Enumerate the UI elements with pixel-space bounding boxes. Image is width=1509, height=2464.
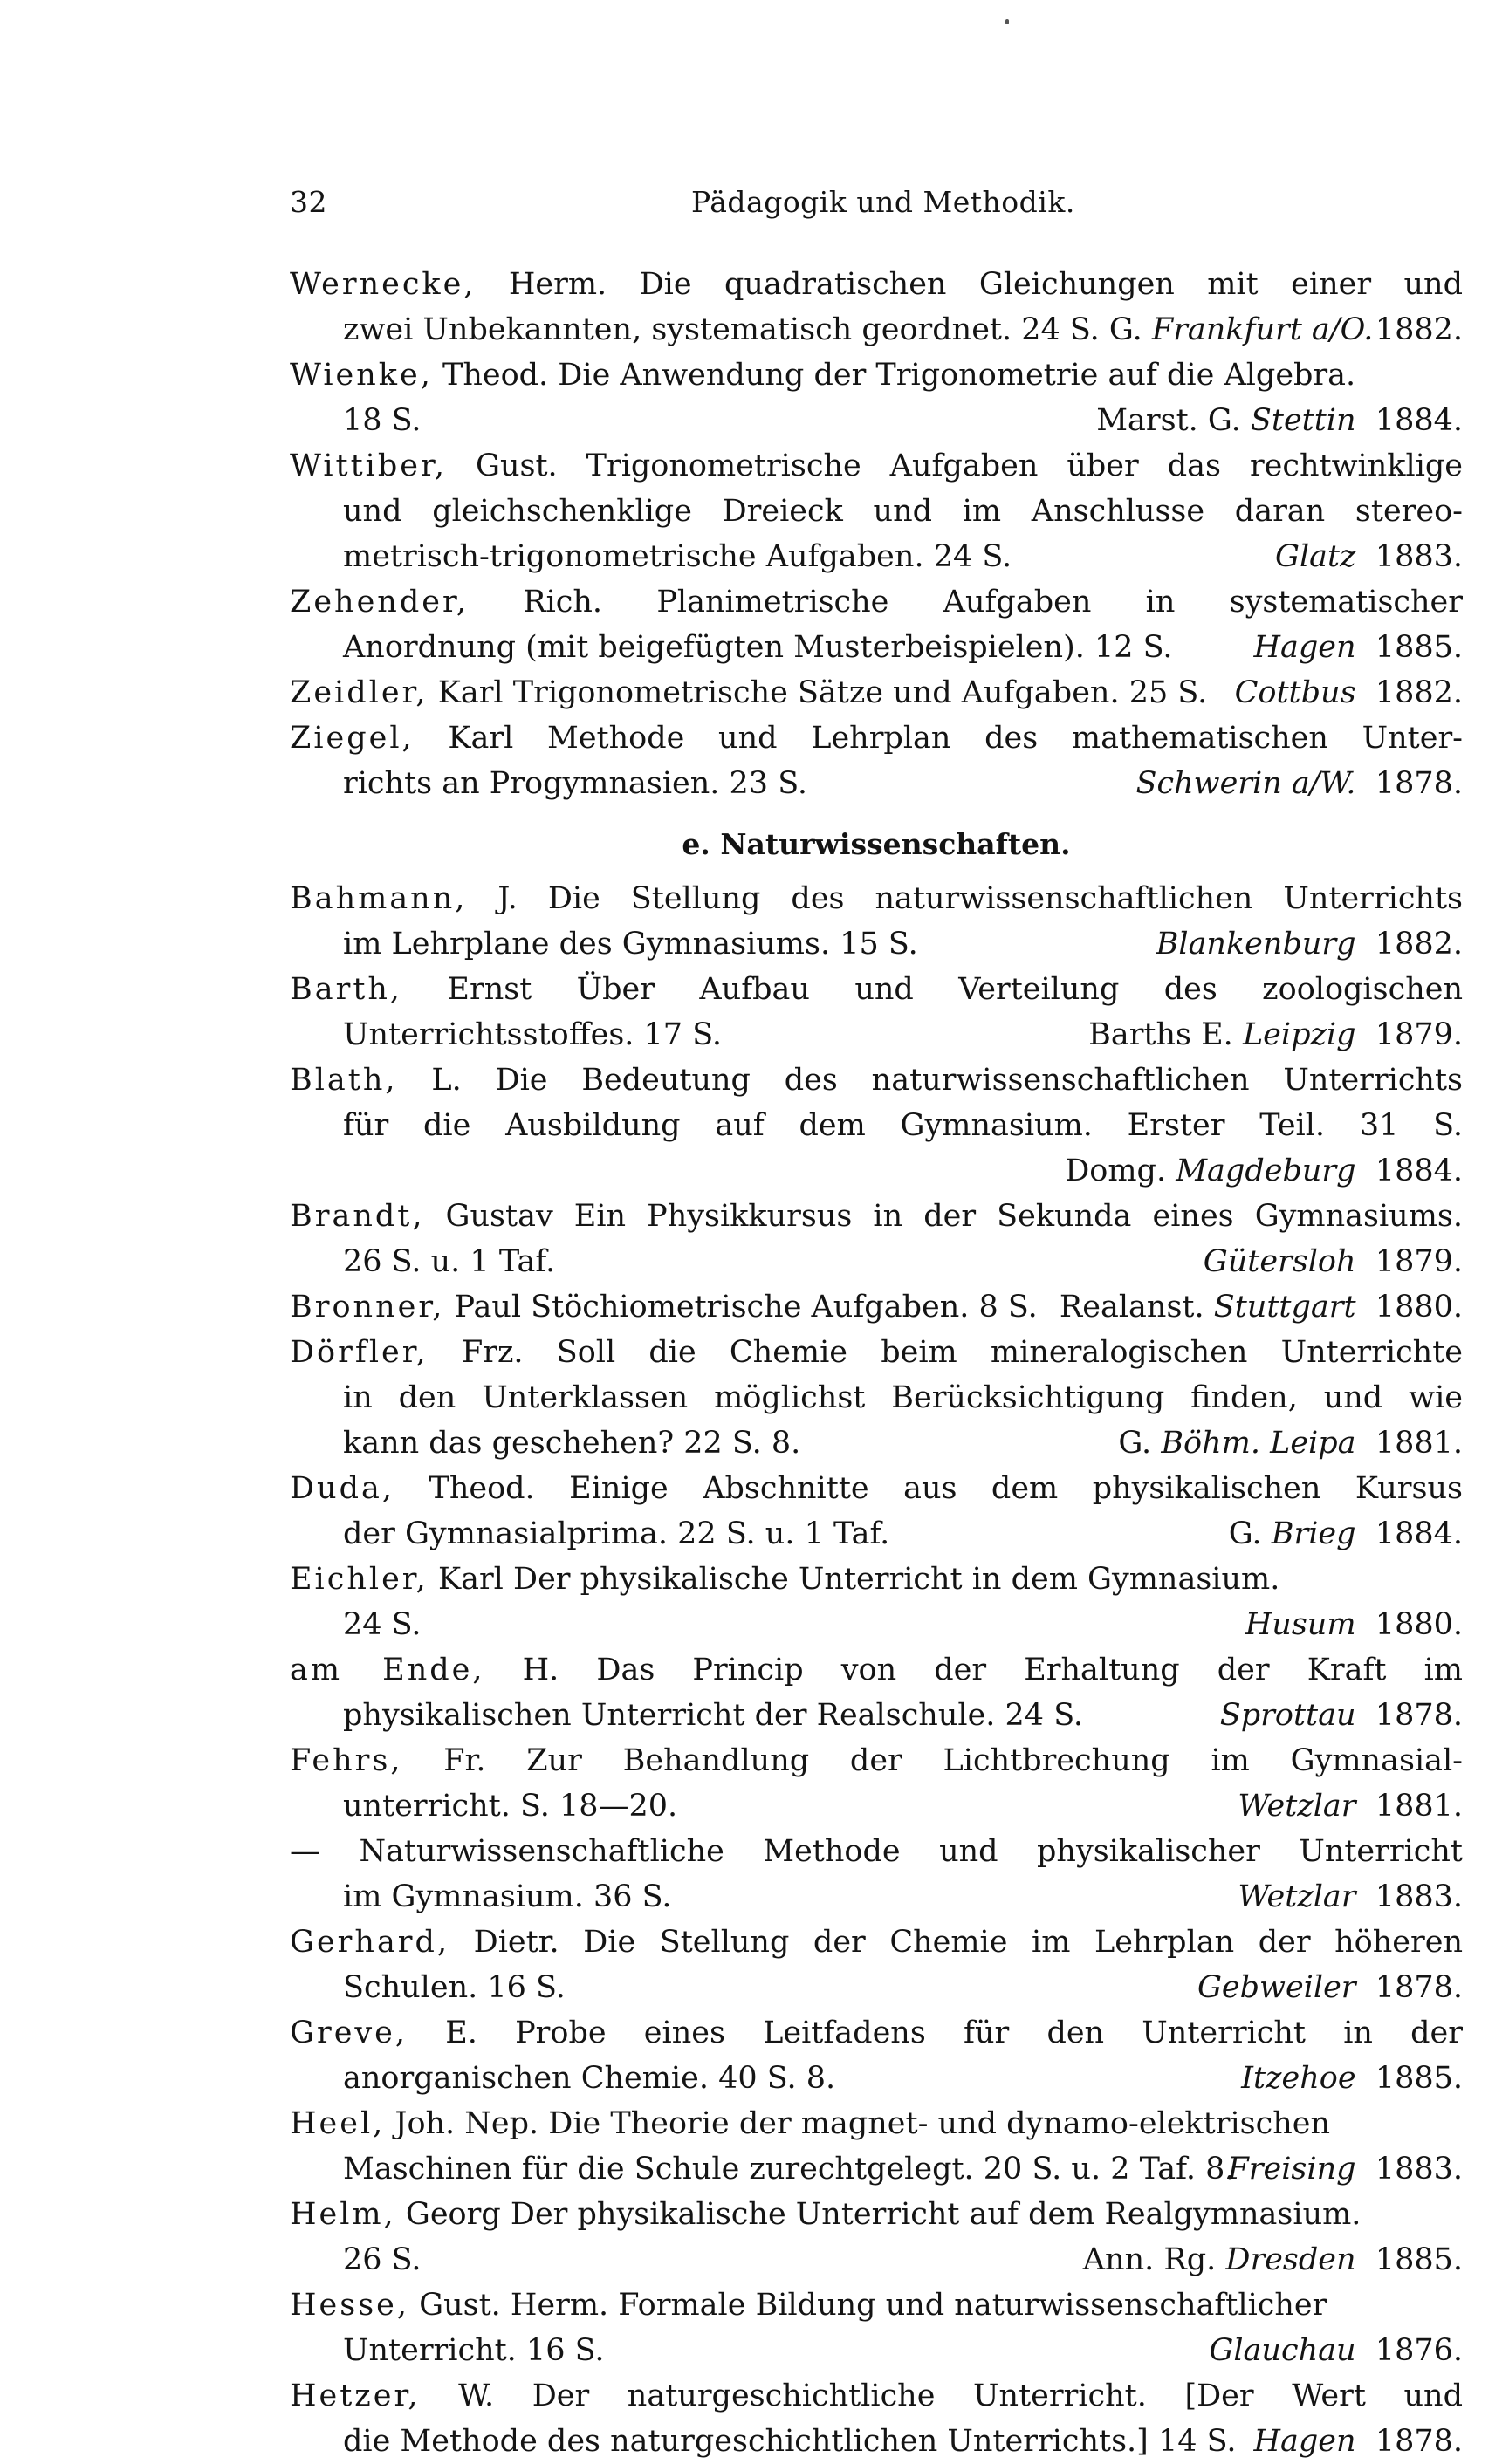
place: Sprottau [1219, 1698, 1356, 1733]
year: 1876. [1375, 2333, 1463, 2368]
bibliography-entry [290, 876, 1463, 967]
entry-continuation: physikalischen Unterricht der Realschule. 24 S. [343, 1698, 1084, 1733]
year: 1878. [1375, 2424, 1463, 2459]
entry-continuation: Schulen. 16 S. [343, 1970, 566, 2005]
place: Husum [1245, 1607, 1356, 1642]
bibliography-entry [290, 1330, 1463, 1466]
bibliography-entry [290, 443, 1463, 579]
year: 1885. [1375, 2061, 1463, 2096]
publisher: Realanst. [1059, 1290, 1204, 1324]
entry-text: Paul Stöchiometrische Aufgaben. 8 S. [444, 1290, 1038, 1324]
year: 1880. [1375, 1607, 1463, 1642]
bibliography-entry [290, 715, 1463, 806]
entry-continuation: Maschinen für die Schule zurechtgelegt. 20 S. u. 2 Taf. 8. [343, 2152, 1235, 2187]
author-name: Zehender, [290, 585, 469, 619]
entry-continuation: 18 S. [343, 403, 422, 438]
publisher: Marst. G. [1096, 403, 1241, 438]
entry-text: Herm. Die quadratischen Gleichungen mit einer und [476, 267, 1463, 302]
bibliography-entry [290, 1920, 1463, 2010]
year: 1879. [1375, 1017, 1463, 1052]
place: Magdeburg [1176, 1153, 1356, 1188]
entry-text: Gustav Ein Physikkursus in der Sekunda eines Gymnasiums. [424, 1199, 1463, 1234]
year: 1881. [1375, 1789, 1463, 1824]
section-heading: e. Naturwissenschaften. [682, 827, 1071, 861]
year: 1878. [1375, 1698, 1463, 1733]
entry-continuation: anorganischen Chemie. 40 S. 8. [343, 2061, 836, 2096]
year: 1882. [1375, 927, 1463, 962]
entry-text: Rich. Planimetrische Aufgaben in systematischer [468, 585, 1463, 619]
entry-text: E. Probe eines Leitfadens für den Unterricht in der [408, 2016, 1463, 2050]
year: 1878. [1375, 1970, 1463, 2005]
place: Wetzlar [1238, 1879, 1356, 1914]
entry-text: Gust. Trigonometrische Aufgaben über das rechtwinklige [447, 448, 1463, 483]
bibliography-entry [290, 1647, 1463, 1738]
bibliography-entry [290, 670, 1463, 715]
year: 1882. [1375, 312, 1463, 347]
place: Freising [1227, 2152, 1356, 2187]
entry-text: Georg Der physikalische Unterricht auf dem Realgymnasium. [395, 2197, 1362, 2232]
author-name: Wienke, [290, 358, 433, 393]
bibliography-entry [290, 2283, 1463, 2373]
bibliography-entry [290, 352, 1463, 443]
entry-continuation: Unterricht. 16 S. [343, 2333, 605, 2368]
place: Hagen [1253, 2424, 1356, 2459]
place: Gütersloh [1203, 1244, 1356, 1279]
entry-continuation: im Lehrplane des Gymnasiums. 15 S. [343, 927, 918, 962]
author-name: Hesse, [290, 2288, 409, 2323]
author-name: Ziegel, [290, 721, 415, 756]
place: Gebweiler [1197, 1970, 1356, 2005]
place: Schwerin a/W. [1135, 766, 1356, 801]
running-title: Pädagogik und Methodik. [691, 185, 1075, 219]
speck-mark [1005, 19, 1009, 24]
year: 1884. [1375, 1153, 1463, 1188]
entry-text: H. Das Princip von der Erhaltung der Kraft im [484, 1653, 1463, 1687]
place: Wetzlar [1238, 1789, 1356, 1824]
place: Dresden [1225, 2242, 1356, 2277]
entry-text: Theod. Die Anwendung der Trigonometrie auf die Algebra. [432, 358, 1356, 393]
year: 1885. [1375, 2242, 1463, 2277]
bibliography-entry [290, 1738, 1463, 1829]
bibliography-entry [290, 1829, 1463, 1920]
entry-continuation: Unterrichtsstoffes. 17 S. [343, 1017, 723, 1052]
author-name: Heel, [290, 2106, 386, 2141]
place: Böhm. Leipa [1161, 1426, 1356, 1461]
entry-text: Karl Trigonometrische Sätze und Aufgaben. 25 S. [428, 675, 1208, 710]
author-name: Fehrs, [290, 1743, 403, 1778]
entry-continuation: kann das geschehen? 22 S. 8. [343, 1426, 801, 1461]
author-name: Greve, [290, 2016, 408, 2050]
page-number: 32 [290, 185, 327, 219]
entry-text: L. Die Bedeutung des naturwissenschaftlichen Unterrichts [397, 1063, 1463, 1098]
author-name: am Ende, [290, 1653, 485, 1687]
entry-continuation: richts an Progymnasien. 23 S. [343, 766, 808, 801]
author-name: Bahmann, [290, 881, 468, 916]
author-name: Helm, [290, 2197, 396, 2232]
entry-text: Fr. Zur Behandlung der Lichtbrechung im Gymnasial- [402, 1743, 1463, 1778]
bibliography-entry [290, 2010, 1463, 2101]
author-name: Gerhard, [290, 1925, 450, 1960]
year: 1884. [1375, 403, 1463, 438]
entry-text: Frz. Soll die Chemie beim mineralogischen Unterrichte [428, 1335, 1463, 1370]
publisher: G. [1118, 1426, 1152, 1461]
place: Leipzig [1242, 1017, 1356, 1052]
place: Glauchau [1209, 2333, 1356, 2368]
place: Glatz [1275, 539, 1356, 574]
entry-text: Dietr. Die Stellung der Chemie im Lehrplan der höheren [449, 1925, 1463, 1960]
year: 1885. [1375, 630, 1463, 665]
year: 1878. [1375, 766, 1463, 801]
year: 1882. [1375, 675, 1463, 710]
place: Blankenburg [1156, 927, 1356, 962]
entry-continuation: 26 S. [343, 2242, 422, 2277]
year: 1881. [1375, 1426, 1463, 1461]
bibliography-entry [290, 1194, 1463, 1284]
entry-text: Gust. Herm. Formale Bildung und naturwissenschaftlicher [409, 2288, 1327, 2323]
entry-text: J. Die Stellung des naturwissenschaftlichen Unterrichts [467, 881, 1463, 916]
bibliography-entry [290, 1057, 1463, 1194]
entry-text: Joh. Nep. Die Theorie der magnet- und dynamo-elektrischen [385, 2106, 1330, 2141]
entry-continuation: Anordnung (mit beigefügten Musterbeispielen). 12 S. [343, 630, 1173, 665]
author-name: Duda, [290, 1471, 394, 1506]
entry-continuation: zwei Unbekannten, systematisch geordnet. 24 S. G. [343, 312, 1142, 347]
entry-continuation: der Gymnasialprima. 22 S. u. 1 Taf. [343, 1516, 890, 1551]
entry-continuation: die Methode des naturgeschichtlichen Unterrichts.] 14 S. [343, 2424, 1237, 2459]
author-name: Hetzer, [290, 2378, 421, 2413]
year: 1883. [1375, 539, 1463, 574]
author-name: Eichler, [290, 1562, 429, 1597]
entry-continuation: im Gymnasium. 36 S. [343, 1879, 672, 1914]
entry-continuation: 26 S. u. 1 Taf. [343, 1244, 556, 1279]
publisher: G. [1228, 1516, 1262, 1551]
entry-text: Theod. Einige Abschnitte aus dem physikalischen Kursus [394, 1471, 1463, 1506]
author-name: Blath, [290, 1063, 398, 1098]
publisher: Domg. [1065, 1153, 1167, 1188]
entry-continuation: für die Ausbildung auf dem Gymnasium. Erster Teil. 31 S. [343, 1108, 1463, 1143]
ditto-dash: — [290, 1834, 320, 1869]
author-name: Barth, [290, 972, 403, 1007]
place: Frankfurt a/O. [1151, 312, 1374, 347]
place: Cottbus [1234, 675, 1356, 710]
author-name: Zeidler, [290, 675, 429, 710]
author-name: Bronner, [290, 1290, 445, 1324]
bibliography-list [290, 262, 1463, 2464]
entry-text: Karl Methode und Lehrplan des mathematischen Unter- [414, 721, 1463, 756]
bibliography-entry [290, 1466, 1463, 1557]
place: Stettin [1250, 403, 1356, 438]
page-header [290, 185, 1509, 234]
entry-text: Karl Der physikalische Unterricht in dem Gymnasium. [428, 1562, 1280, 1597]
place: Stuttgart [1213, 1290, 1356, 1324]
publisher: Barths E. [1088, 1017, 1233, 1052]
entry-continuation: in den Unterklassen möglichst Berücksichtigung finden, und wie [343, 1380, 1463, 1415]
entry-continuation: und gleichschenklige Dreieck und im Anschlusse daran stereo- [343, 494, 1463, 529]
year: 1879. [1375, 1244, 1463, 1279]
author-name: Wernecke, [290, 267, 477, 302]
year: 1880. [1375, 1290, 1463, 1324]
year: 1884. [1375, 1516, 1463, 1551]
entry-continuation: metrisch-trigonometrische Aufgaben. 24 S. [343, 539, 1012, 574]
bibliography-entry [290, 2101, 1463, 2192]
entry-text: W. Der naturgeschichtliche Unterricht. [Der Wert und [420, 2378, 1463, 2413]
entry-text: Ernst Über Aufbau und Verteilung des zoologischen [402, 972, 1463, 1007]
entry-text: Naturwissenschaftliche Methode und physikalischer Unterricht [320, 1834, 1463, 1869]
bibliography-entry [290, 2192, 1463, 2283]
year: 1883. [1375, 2152, 1463, 2187]
bibliography-entry [290, 2373, 1463, 2464]
entry-continuation: unterricht. S. 18—20. [343, 1789, 678, 1824]
bibliography-entry [290, 262, 1463, 352]
year: 1883. [1375, 1879, 1463, 1914]
bibliography-entry [290, 1557, 1463, 1647]
author-name: Dörfler, [290, 1335, 429, 1370]
author-name: Wittiber, [290, 448, 448, 483]
entry-continuation: 24 S. [343, 1607, 422, 1642]
bibliography-entry [290, 967, 1463, 1057]
author-name: Brandt, [290, 1199, 425, 1234]
bibliography-entry [290, 579, 1463, 670]
bibliography-entry [290, 1284, 1463, 1330]
place: Hagen [1253, 630, 1356, 665]
place: Brieg [1271, 1516, 1356, 1551]
place: Itzehoe [1241, 2061, 1356, 2096]
publisher: Ann. Rg. [1082, 2242, 1217, 2277]
